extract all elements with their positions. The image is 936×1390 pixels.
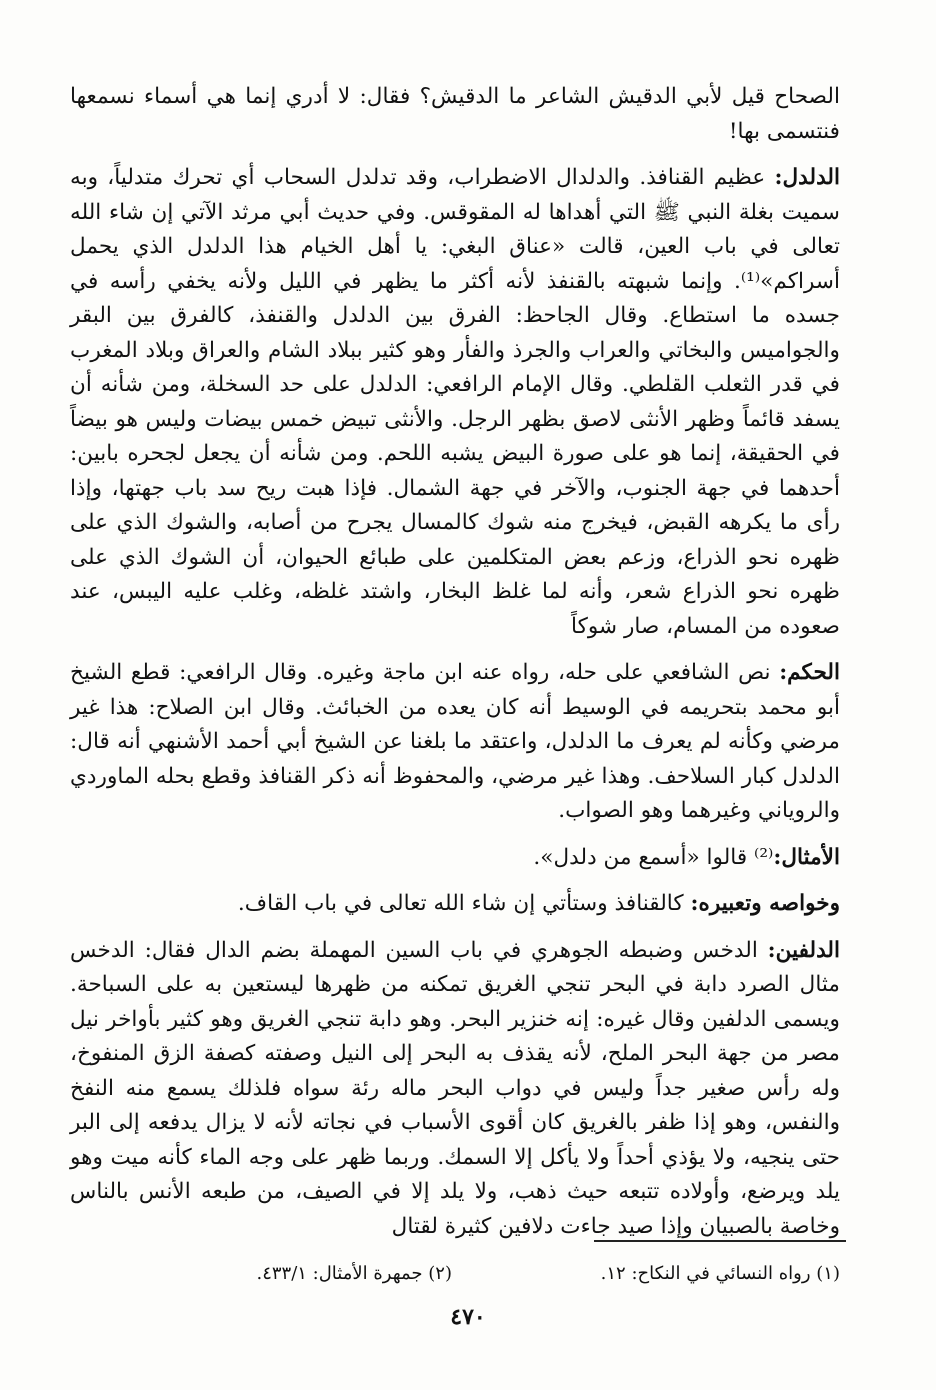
footnote-1: (١) رواه النسائي في النكاح: ١٢.: [600, 1263, 840, 1284]
footnote-divider: [594, 1240, 846, 1242]
entry-text: نص الشافعي على حله، رواه عنه ابن ماجة وغيره. وقال الرافعي: قطع الشيخ أبو محمد بتحريمه في الوسيط أنه كان يعده من الخبائث. وقال ابن الصلاح: هذا غير مرضي وكأنه لم يعرف ما الدلدل، واعتقد ما بلغنا عن الشيخ أبي أحمد الأشنهي أنه قال: الدلدل كبار السلاحف. وهذا غير مرضي، والمحفوظ أنه ذكر القنافذ وقطع بحله الماوردي والروياني وغيرهما وهو الصواب.: [70, 660, 841, 823]
entry-text: ⁽²⁾ قالوا «أسمع من دلدل».: [533, 844, 774, 870]
footnote-2: (٢) جمهرة الأمثال: ٤٣٣/١.: [256, 1263, 452, 1284]
entry-term: الدلفين:: [767, 937, 840, 963]
entry-ruling: [70, 656, 840, 829]
entry-term: الدلدل:: [774, 165, 840, 190]
entry-term: وخواصه وتعبيره:: [690, 891, 840, 916]
entry-text: الدخس وضبطه الجوهري في باب السين المهملة بضم الدال فقال: الدخس مثال الصرد دابة في البحر تنجي الغريق تمكنه من ظهرها ليستعين به على السباحة. ويسمى الدلفين وقال غيره: إنه خنزير البحر. وهو دابة تنجي الغريق وهو كثير بأواخر نيل مصر من جهة البحر الملح، لأنه يقذف به البحر إلى النيل وصفته كصفة الزق المنفوخ، وله رأس صغير جداً وليس في دواب البحر ماله رئة سواه فلذلك يسمع منه النفخ والنفس، وهو إذا ظفر بالغريق كان أقوى الأسباب في نجاته لأنه لا يزال يدفعه إلى البر حتى ينجيه، ولا يؤذي أحداً ولا يأكل إلا السمك. وربما ظهر على وجه الماء كأنه ميت وهو يلد ويرضع، وأولاده تتبعه حيث ذهب، ولا يلد إلا في الصيف، من طبعه الأنس بالناس وخاصة بالصبيان وإذا صيد جاءت دلافين كثيرة لقتال: [70, 937, 840, 1239]
entry-dildil: [70, 161, 840, 644]
entry-properties: [70, 887, 840, 922]
page-number: ٤٧٠: [450, 1304, 486, 1330]
intro-paragraph: الصحاح قيل لأبي الدقيش الشاعر ما الدقيش؟ فقال: لا أدري إنما هي أسماء نسمعها فنتسمى بها!: [70, 84, 840, 144]
entry-term: الحكم:: [779, 660, 840, 685]
entry-text: عظيم القنافذ. والدلدال الاضطراب، وقد تدلدل السحاب أي تحرك متدلياً، وبه سميت بغلة النبي ﷺ التي أهداها له المقوقس. وفي حديث أبي مرثد الآتي إن شاء الله تعالى في باب العين، قالت «عناق البغي: يا أهل الخيام هذا الدلدل الذي يحمل أسراكم»⁽¹⁾. وإنما شبهته بالقنفذ لأنه أكثر ما يظهر في الليل ولأنه يخفي رأسه في جسده ما استطاع. وقال الجاحظ: الفرق بين الدلدل والقنفذ، كالفرق بين البقر والجواميس والبخاتي والعراب والجرذ والفأر وهو كثير ببلاد الشام والعراق وبلاد المغرب في قدر الثعلب القلطي. وقال الإمام الرافعي: الدلدل على حد السخلة، ومن شأنه أن يسفد قائماً وظهر الأنثى لاصق بظهر الرجل. والأنثى تبيض خمس بيضات وليس هو بيضاً في الحقيقة، إنما هو على صورة البيض يشبه اللحم. ومن شأنه أن يجعل لجحره بابين: أحدهما في جهة الجنوب، والآخر في جهة الشمال. فإذا هبت ريح سد باب جهتها، وإذا رأى ما يكرهه القبض، فيخرج منه شوك كالمسال يجرح من أصابه، والشوك الذي على ظهره نحو الذراع، وزعم بعض المتكلمين على طبائع الحيوان، أن الشوك الذي على ظهره نحو الذراع شعر، وأنه لما غلظ البخار، واشتد غلظه، وغلب عليه اليبس، عند صعوده من المسام، صار شوكاً: [70, 165, 840, 639]
entry-term: الأمثال:: [773, 844, 840, 870]
entry-text: كالقنافذ وستأتي إن شاء الله تعالى في باب القاف.: [237, 891, 684, 916]
entry-dolphin: [70, 934, 840, 1245]
entry-proverbs: [70, 841, 840, 876]
